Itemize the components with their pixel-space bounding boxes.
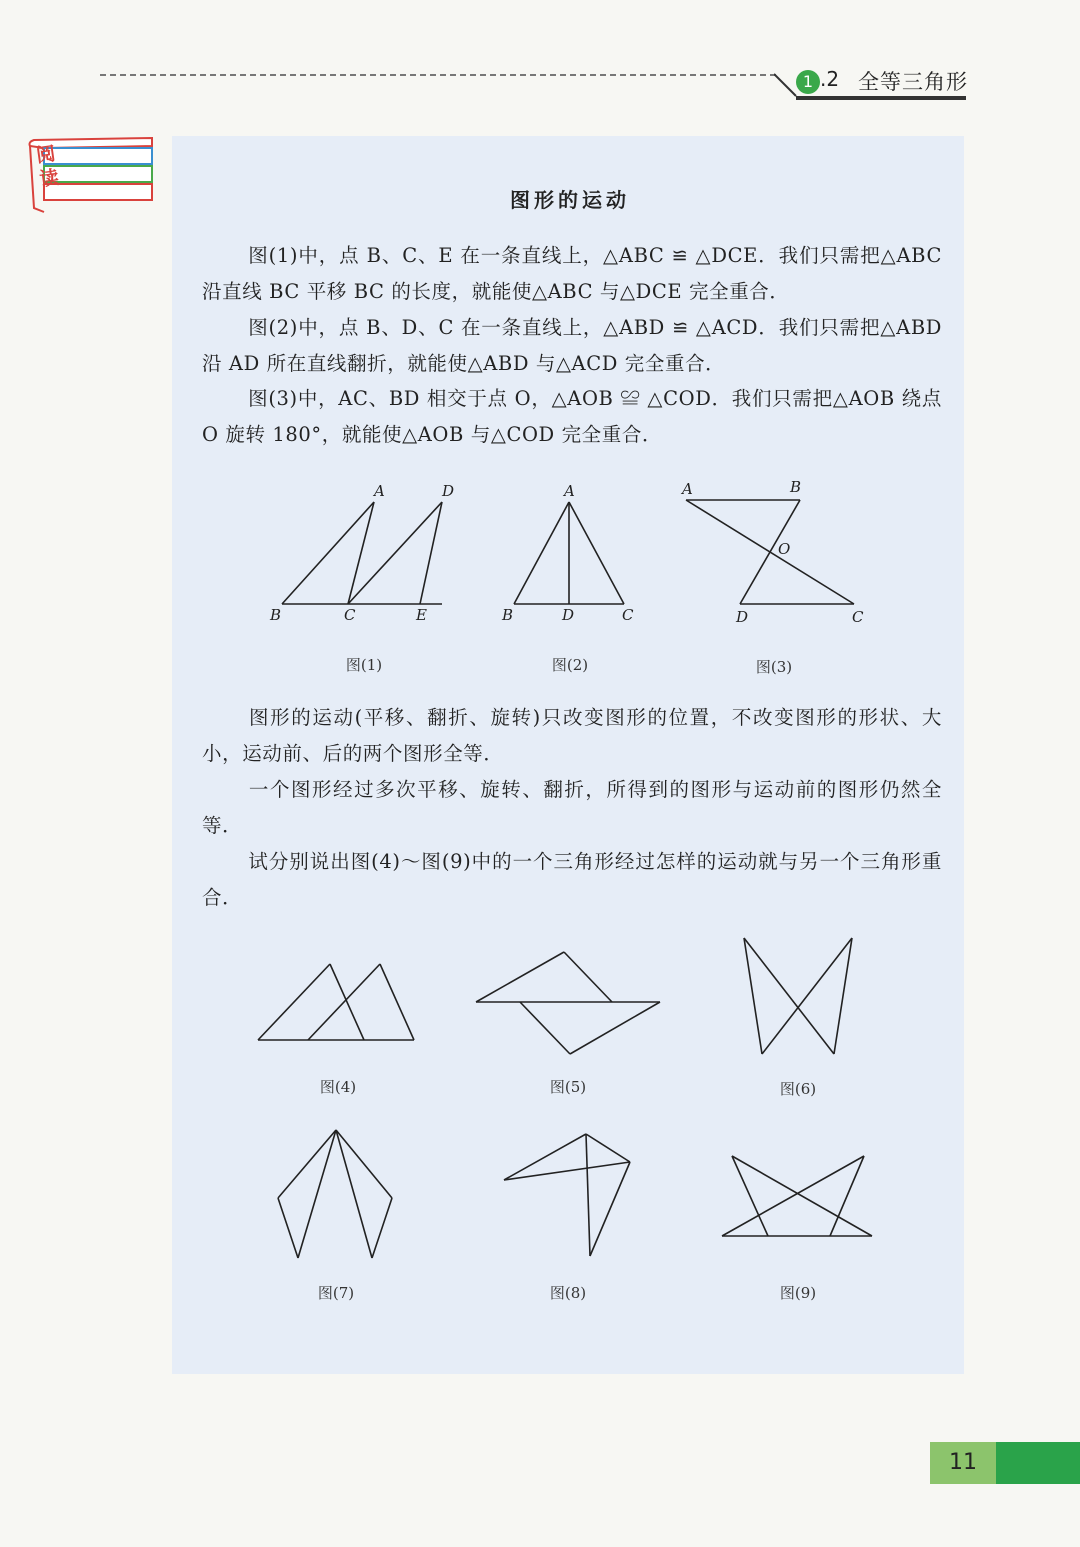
paragraph-1-text: 图(1)中，点 B、C、E 在一条直线上，△ABC ≌ △DCE．我们只需把△ABC 沿直线 BC 平移 BC 的长度，就能使△ABC 与△DCE 完全重合． bbox=[202, 244, 942, 303]
section-title: 全等三角形 bbox=[858, 70, 968, 94]
paragraph-2 bbox=[202, 310, 942, 382]
header-dashed-rule bbox=[100, 74, 776, 76]
page-number: 11 bbox=[930, 1442, 996, 1484]
figure-5-caption: 图(5) bbox=[549, 1078, 587, 1096]
figure-6-caption: 图(6) bbox=[779, 1080, 817, 1098]
paragraph-4 bbox=[202, 700, 942, 772]
figure-9 bbox=[718, 1150, 878, 1242]
fig1-label-E: E bbox=[416, 606, 427, 624]
fig3-label-A: A bbox=[682, 480, 693, 498]
fig1-label-C: C bbox=[344, 606, 356, 624]
figure-4 bbox=[254, 958, 420, 1048]
figure-1 bbox=[262, 478, 462, 628]
figure-1-caption: 图(1) bbox=[345, 656, 383, 674]
badge-char-1: 阅 bbox=[34, 142, 57, 168]
figure-1-diagram bbox=[262, 478, 462, 628]
figure-8 bbox=[498, 1130, 638, 1260]
section-number: .2 bbox=[820, 67, 840, 91]
fig2-label-A: A bbox=[564, 482, 575, 500]
fig2-label-D: D bbox=[562, 606, 575, 624]
figure-3-diagram bbox=[678, 476, 878, 626]
fig3-label-B: B bbox=[790, 478, 802, 496]
paragraph-3-text: 图(3)中，AC、BD 相交于点 O，△AOB ≌ △COD．我们只需把△AOB 绕点 O 旋转 180°，就能使△AOB 与△COD 完全重合． bbox=[202, 387, 942, 446]
panel-title: 图形的运动 bbox=[510, 188, 630, 212]
figure-4-diagram bbox=[254, 958, 420, 1048]
fig2-label-B: B bbox=[502, 606, 514, 624]
figure-6 bbox=[740, 934, 856, 1058]
paragraph-6 bbox=[202, 844, 942, 916]
figure-7-caption: 图(7) bbox=[317, 1284, 355, 1302]
figure-2-diagram bbox=[496, 478, 646, 628]
paragraph-5-text: 一个图形经过多次平移、旋转、翻折，所得到的图形与运动前的图形仍然全等． bbox=[202, 778, 942, 837]
paragraph-2-text: 图(2)中，点 B、D、C 在一条直线上，△ABD ≌ △ACD．我们只需把△ABD 沿 AD 所在直线翻折，就能使△ABD 与△ACD 完全重合． bbox=[202, 316, 942, 375]
chapter-number-badge: 1 bbox=[796, 70, 820, 94]
fig2-label-C: C bbox=[622, 606, 634, 624]
figure-2-caption: 图(2) bbox=[551, 656, 589, 674]
header-underline bbox=[796, 96, 966, 100]
figure-4-caption: 图(4) bbox=[319, 1078, 357, 1096]
figure-9-diagram bbox=[718, 1150, 878, 1242]
paragraph-5 bbox=[202, 772, 942, 844]
paragraph-6-text: 试分别说出图(4)～图(9)中的一个三角形经过怎样的运动就与另一个三角形重合． bbox=[202, 850, 942, 909]
figure-2 bbox=[496, 478, 646, 628]
fig1-label-A: A bbox=[374, 482, 385, 500]
fig3-label-D: D bbox=[736, 608, 749, 626]
badge-char-2: 读 bbox=[38, 166, 61, 191]
figure-5 bbox=[472, 948, 664, 1060]
figure-6-diagram bbox=[740, 934, 856, 1058]
fig1-label-B: B bbox=[270, 606, 282, 624]
figure-3 bbox=[678, 476, 878, 626]
figure-7 bbox=[274, 1126, 398, 1262]
fig3-label-O: O bbox=[778, 540, 791, 558]
figure-8-caption: 图(8) bbox=[549, 1284, 587, 1302]
figure-3-caption: 图(3) bbox=[755, 658, 793, 676]
figure-8-diagram bbox=[498, 1130, 638, 1260]
figure-9-caption: 图(9) bbox=[779, 1284, 817, 1302]
page-number-strip bbox=[996, 1442, 1080, 1484]
paragraph-1 bbox=[202, 238, 942, 310]
paragraph-3 bbox=[202, 381, 942, 453]
figure-5-diagram bbox=[472, 948, 664, 1060]
figure-7-diagram bbox=[274, 1126, 398, 1262]
fig1-label-D: D bbox=[442, 482, 455, 500]
fig3-label-C: C bbox=[852, 608, 864, 626]
paragraph-4-text: 图形的运动(平移、翻折、旋转)只改变图形的位置，不改变图形的形状、大小，运动前、后的两个图形全等． bbox=[202, 706, 942, 765]
